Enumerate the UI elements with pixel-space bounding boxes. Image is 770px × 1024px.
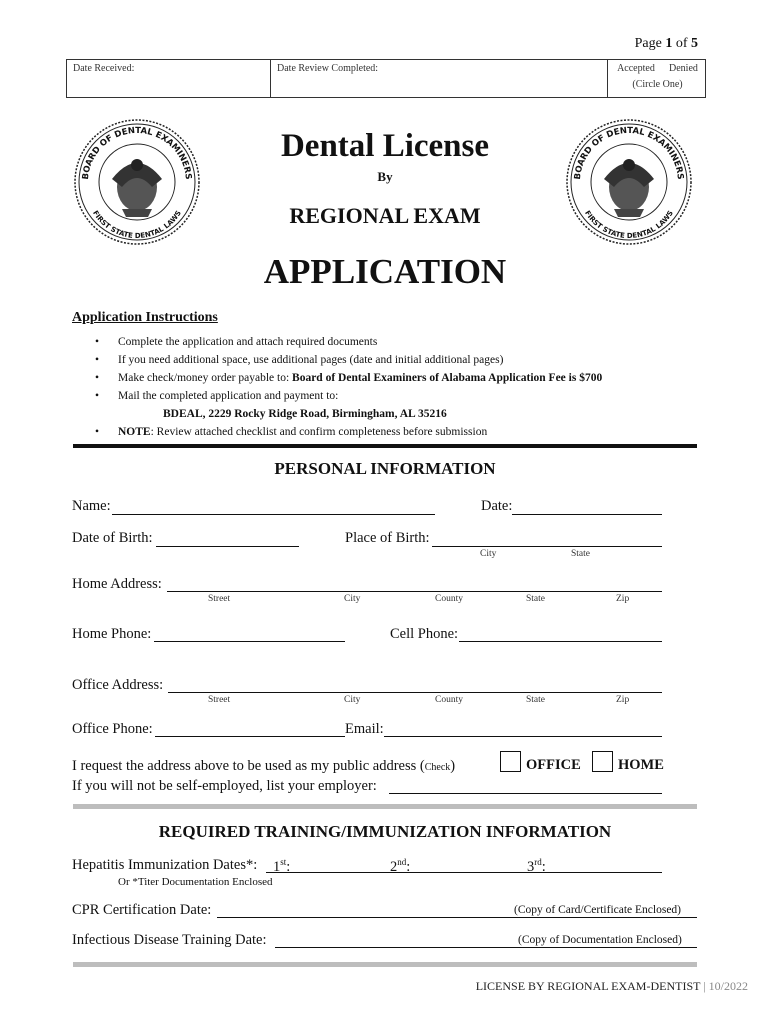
title-by: By (377, 169, 393, 184)
email-label: Email: (345, 721, 384, 737)
dob-field[interactable] (156, 546, 299, 547)
office-option-label: OFFICE (526, 757, 581, 773)
home-street-caption: Street (208, 594, 231, 604)
office-address-field[interactable] (168, 692, 662, 693)
titer-note: Or *Titer Documentation Enclosed (118, 876, 273, 888)
circle-one-note: (Circle One) (632, 79, 683, 90)
home-zip-caption: Zip (616, 594, 630, 604)
date-field[interactable] (512, 514, 662, 515)
instruction-item: • Mail the completed application and payment to: (95, 387, 715, 405)
page-footer: LICENSE BY REGIONAL EXAM-DENTIST | 10/2022 (475, 979, 748, 993)
instruction-item: • Complete the application and attach required documents (95, 333, 715, 351)
dose-2-label: 2nd: (390, 857, 411, 875)
home-checkbox[interactable] (592, 751, 613, 772)
office-county-caption: County (435, 695, 463, 705)
home-option-label: HOME (618, 757, 664, 773)
public-address-label: I request the address above to be used as my public address (Check) (72, 758, 456, 774)
cpr-label: CPR Certification Date: (72, 902, 212, 918)
name-field[interactable] (112, 514, 435, 515)
home-city-caption: City (344, 594, 361, 604)
instructions-heading: Application Instructions (72, 310, 218, 325)
pob-state-caption: State (571, 549, 590, 559)
office-city-caption: City (344, 695, 361, 705)
office-state-caption: State (526, 695, 545, 705)
instruction-note: • NOTE: Review attached checklist and confirm completeness before submission (95, 423, 715, 441)
dose-1-label: 1st: (273, 857, 291, 875)
office-street-caption: Street (208, 695, 231, 705)
training-heading: REQUIRED TRAINING/IMMUNIZATION INFORMATION (158, 822, 612, 841)
date-label: Date: (481, 498, 513, 514)
document-subtitle: REGIONAL EXAM (289, 203, 481, 228)
office-zip-caption: Zip (616, 695, 630, 705)
home-state-caption: State (526, 594, 545, 604)
office-phone-field[interactable] (155, 736, 345, 737)
home-phone-field[interactable] (154, 641, 345, 642)
infectious-label: Infectious Disease Training Date: (72, 932, 267, 948)
cpr-note: (Copy of Card/Certificate Enclosed) (514, 904, 682, 916)
application-heading: APPLICATION (263, 252, 507, 291)
email-field[interactable] (384, 736, 662, 737)
cpr-date-field[interactable] (217, 917, 697, 918)
home-phone-label: Home Phone: (72, 626, 152, 642)
office-phone-label: Office Phone: (72, 721, 153, 737)
mailing-address: BDEAL, 2229 Rocky Ridge Road, Birmingham, AL 35216 (163, 408, 447, 420)
hepatitis-label: Hepatitis Immunization Dates*: (72, 857, 258, 873)
infectious-date-field[interactable] (275, 947, 697, 948)
date-received-field[interactable]: Date Received: (67, 60, 271, 97)
page-number: Page 1 of 5 (634, 36, 698, 51)
pob-city-caption: City (480, 549, 497, 559)
svg-text:BOARD OF DENTAL EXAMINERS: BOARD OF DENTAL EXAMINERS (572, 125, 686, 181)
dob-label: Date of Birth: (72, 530, 153, 546)
document-title: Dental License (280, 128, 490, 164)
svg-text:FIRST STATE DENTAL LAWS: FIRST STATE DENTAL LAWS (583, 209, 675, 241)
employer-label: If you will not be self-employed, list your employer: (72, 778, 377, 794)
home-address-label: Home Address: (72, 576, 162, 592)
dose-3-label: 3rd: (527, 857, 546, 875)
hepatitis-dates-field[interactable] (266, 872, 662, 873)
office-checkbox[interactable] (500, 751, 521, 772)
section-divider (73, 962, 697, 967)
svg-text:FIRST STATE DENTAL LAWS: FIRST STATE DENTAL LAWS (91, 209, 183, 241)
instructions-list (95, 333, 715, 441)
svg-text:BOARD OF DENTAL EXAMINERS: BOARD OF DENTAL EXAMINERS (80, 125, 194, 181)
instruction-item: • If you need additional space, use additional pages (date and initial additional pages) (95, 351, 715, 369)
home-county-caption: County (435, 594, 463, 604)
office-address-label: Office Address: (72, 677, 164, 693)
section-divider (73, 804, 697, 809)
accepted-option[interactable]: Accepted (617, 63, 655, 74)
office-use-box (66, 59, 706, 98)
employer-field[interactable] (389, 793, 662, 794)
accept-deny-field (607, 60, 707, 97)
infectious-note: (Copy of Documentation Enclosed) (518, 934, 682, 946)
denied-option[interactable]: Denied (669, 63, 698, 74)
cell-phone-field[interactable] (459, 641, 662, 642)
name-label: Name: (72, 498, 111, 514)
home-address-field[interactable] (167, 591, 662, 592)
personal-info-heading: PERSONAL INFORMATION (274, 459, 496, 478)
pob-field[interactable] (432, 546, 662, 547)
pob-label: Place of Birth: (345, 530, 430, 546)
date-review-field[interactable]: Date Review Completed: (277, 63, 379, 74)
instruction-item: • Make check/money order payable to: Board of Dental Examiners of Alabama Application Fee is $700 (95, 369, 715, 387)
section-divider (73, 444, 697, 448)
cell-phone-label: Cell Phone: (390, 626, 459, 642)
